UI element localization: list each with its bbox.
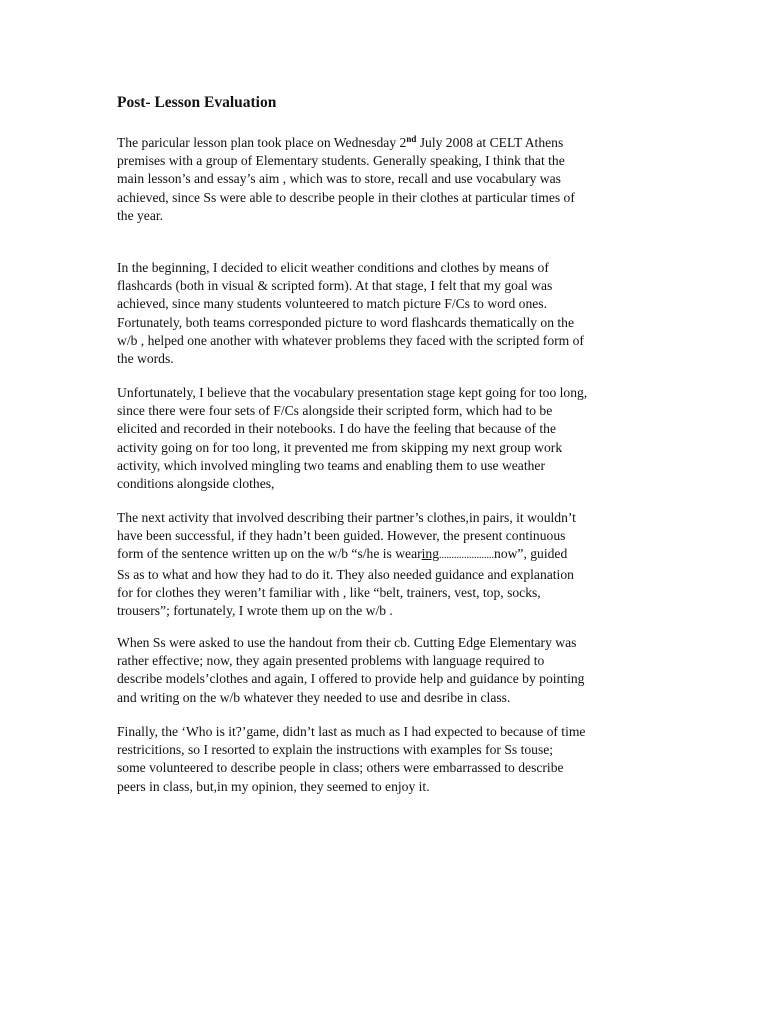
paragraph-line: since there were four sets of F/Cs alongside their scripted form, which had to be <box>117 403 553 419</box>
paragraph-line: the words. <box>117 351 174 367</box>
document-title: Post- Lesson Evaluation <box>117 94 277 111</box>
paragraph-line: some volunteered to describe people in class; others were embarrassed to describe <box>117 760 564 776</box>
paragraph-line: the year. <box>117 207 164 223</box>
paragraph-line: elicited and recorded in their notebooks. I do have the feeling that because of the <box>117 421 556 437</box>
paragraph-line: and writing on the w/b whatever they needed to use and desribe in class. <box>117 689 511 705</box>
text-run: July 2008 at CELT Athens <box>416 135 564 150</box>
paragraph-line: for for clothes they weren’t familiar with , like “belt, trainers, vest, top, socks, <box>117 584 541 600</box>
blank-dots: ...................... <box>439 550 495 562</box>
paragraph-line: When Ss were asked to use the handout from their cb. Cutting Edge Elementary was <box>117 635 577 650</box>
paragraph-line: achieved, since Ss were able to describe people in their clothes at particular times of <box>117 189 575 205</box>
paragraph-line: activity going on for too long, it prevented me from skipping my next group work <box>117 439 563 455</box>
paragraph-line: Ss as to what and how they had to do it. They also needed guidance and explanation <box>117 566 574 582</box>
paragraph-4 <box>117 509 677 620</box>
text-run: The paricular lesson plan took place on Wednesday 2 <box>117 135 407 150</box>
paragraph-line: Finally, the ‘Who is it?’game, didn’t last as much as I had expected to because of time <box>117 724 586 739</box>
text-run: form of the sentence written up on the w/b “s/he is wear <box>117 546 422 562</box>
paragraph-6 <box>117 723 677 796</box>
paragraph-line: main lesson’s and essay’s aim , which was to store, recall and use vocabulary was <box>117 171 561 187</box>
underlined-suffix: ing <box>421 546 440 562</box>
paragraph-line: peers in class, but,in my opinion, they seemed to enjoy it. <box>117 778 430 794</box>
paragraph-line: The next activity that involved describing their partner’s clothes,in pairs, it wouldn’t <box>117 510 576 525</box>
paragraph-line: In the beginning, I decided to elicit weather conditions and clothes by means of <box>117 260 549 275</box>
paragraph-3 <box>117 384 677 493</box>
paragraph-line: describe models’clothes and again, I offered to provide help and guidance by pointing <box>117 671 585 687</box>
paragraph-line: activity, which involved mingling two teams and enabling them to use weather <box>117 457 545 473</box>
paragraph-line: rather effective; now, they again presented problems with language required to <box>117 653 545 669</box>
paragraph-line: restricitions, so I resorted to explain the instructions with examples for Ss touse; <box>117 742 554 758</box>
paragraph-2 <box>117 259 677 368</box>
text-run: now”, guided <box>494 546 568 562</box>
paragraph-line: trousers”; fortunately, I wrote them up on the w/b . <box>117 603 393 619</box>
ordinal-suffix: nd <box>406 134 417 144</box>
paragraph-line: achieved, since many students volunteered to match picture F/Cs to word ones. <box>117 296 547 312</box>
paragraph-1 <box>117 134 677 225</box>
paragraph-line: have been successful, if they hadn’t been guided. However, the present continuous <box>117 528 566 544</box>
paragraph-line: Unfortunately, I believe that the vocabulary presentation stage kept going for too long, <box>117 385 588 400</box>
paragraph-line: premises with a group of Elementary students. Generally speaking, I think that the <box>117 153 565 169</box>
paragraph-line <box>117 545 677 565</box>
paragraph-line <box>117 134 677 152</box>
paragraph-5 <box>117 634 677 707</box>
paragraph-line: Fortunately, both teams corresponded picture to word flashcards thematically on the <box>117 314 575 330</box>
paragraph-line: conditions alongside clothes, <box>117 476 275 492</box>
paragraph-line: w/b , helped one another with whatever problems they faced with the scripted form of <box>117 332 584 348</box>
paragraph-line: flashcards (both in visual & scripted form). At that stage, I felt that my goal was <box>117 278 553 294</box>
